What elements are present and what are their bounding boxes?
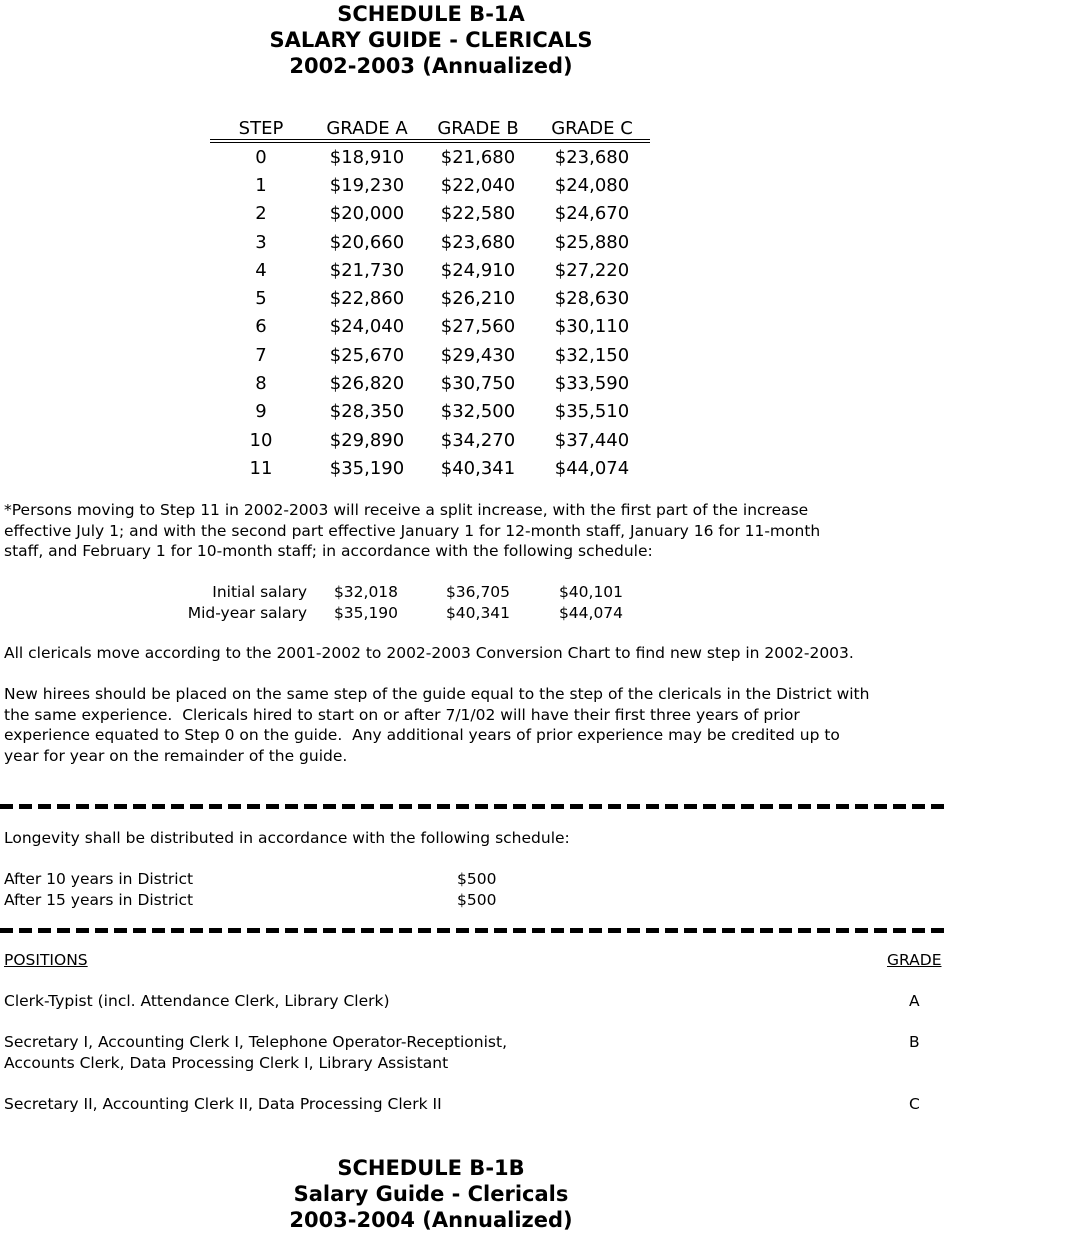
table-row <box>210 341 650 369</box>
salary-cell: $20,660 <box>329 231 405 253</box>
salary-cell: $32,500 <box>440 401 516 423</box>
salary-cell: $24,910 <box>440 259 516 281</box>
table-row <box>210 426 650 454</box>
schedule-b-year: 2003-2004 (Annualized) <box>289 1208 573 1232</box>
salary-cell: $33,590 <box>554 373 630 395</box>
salary-cell: $37,440 <box>554 429 630 451</box>
salary-cell: $23,680 <box>440 231 516 253</box>
position-grade: C <box>909 1095 920 1113</box>
table-row <box>210 228 650 256</box>
position-title: Secretary I, Accounting Clerk I, Telephone Operator-Receptionist, <box>4 1033 507 1051</box>
salary-table-header <box>210 113 650 139</box>
schedule-a-heading <box>0 1 862 79</box>
step-cell: 1 <box>255 174 267 196</box>
position-title: Secretary II, Accounting Clerk II, Data Processing Clerk II <box>4 1095 442 1113</box>
salary-cell: $29,890 <box>329 429 405 451</box>
salary-cell: $21,730 <box>329 259 405 281</box>
position-title: Accounts Clerk, Data Processing Clerk I, Library Assistant <box>4 1053 449 1072</box>
conversion-note: All clericals move according to the 2001-2002 to 2002-2003 Conversion Chart to find new step in 2002-2003. <box>4 644 854 662</box>
table-row <box>210 369 650 397</box>
salary-cell: $22,040 <box>440 174 516 196</box>
salary-cell: $29,430 <box>440 344 516 366</box>
salary-cell: $30,750 <box>440 373 516 395</box>
salary-cell: $34,270 <box>440 429 516 451</box>
schedule-b-title: SCHEDULE B-1B <box>337 1156 525 1180</box>
table-row <box>210 200 650 228</box>
step-cell: 3 <box>255 231 267 253</box>
split-grade-c: $40,101 <box>558 583 624 601</box>
split-label: Initial salary <box>212 583 307 601</box>
salary-cell: $35,190 <box>329 457 405 479</box>
table-row <box>210 143 650 171</box>
salary-cell: $27,560 <box>440 316 516 338</box>
salary-cell: $21,680 <box>440 146 516 168</box>
step-cell: 6 <box>255 316 267 338</box>
header-step: STEP <box>238 118 284 139</box>
salary-cell: $20,000 <box>329 203 405 225</box>
salary-cell: $44,074 <box>554 457 630 479</box>
salary-cell: $24,040 <box>329 316 405 338</box>
split-grade-a: $32,018 <box>333 583 399 601</box>
step-cell: 7 <box>255 344 267 366</box>
salary-table <box>210 113 650 483</box>
schedule-a-title: SCHEDULE B-1A <box>337 2 525 26</box>
longevity-intro: Longevity shall be distributed in accordance with the following schedule: <box>4 829 570 847</box>
table-row <box>210 454 650 482</box>
grade-header: GRADE <box>887 951 942 969</box>
split-grade-b: $36,705 <box>445 583 511 601</box>
longevity-label: After 15 years in District <box>4 890 194 909</box>
header-grade-b: GRADE B <box>437 118 519 139</box>
table-row <box>210 284 650 312</box>
schedule-a-year: 2002-2003 (Annualized) <box>289 54 573 78</box>
position-grade: A <box>909 992 920 1010</box>
salary-cell: $26,210 <box>440 288 516 310</box>
positions-header: POSITIONS <box>4 951 88 969</box>
split-label: Mid-year salary <box>187 603 307 622</box>
table-row <box>210 171 650 199</box>
salary-cell: $40,341 <box>440 457 516 479</box>
salary-cell: $28,350 <box>329 401 405 423</box>
table-row <box>210 256 650 284</box>
split-grade-a: $35,190 <box>333 603 399 622</box>
salary-cell: $24,670 <box>554 203 630 225</box>
longevity-amount: $500 <box>457 870 497 888</box>
salary-cell: $23,680 <box>554 146 630 168</box>
salary-cell: $28,630 <box>554 288 630 310</box>
salary-cell: $25,880 <box>554 231 630 253</box>
dashed-divider <box>0 804 948 809</box>
salary-cell: $19,230 <box>329 174 405 196</box>
step-cell: 4 <box>255 259 267 281</box>
table-row <box>210 313 650 341</box>
table-row <box>210 398 650 426</box>
split-grade-b: $40,341 <box>445 603 511 622</box>
position-title: Clerk-Typist (incl. Attendance Clerk, Library Clerk) <box>4 992 390 1010</box>
longevity-label: After 10 years in District <box>4 870 194 888</box>
salary-cell: $30,110 <box>554 316 630 338</box>
split-increase-note: *Persons moving to Step 11 in 2002-2003 will receive a split increase, with the first part of the increase effective July 1; and with the second part effective January 1 for 12-month staff, January 16 for 11-month staff, and February 1 for 10-month staff; in accordance with the following schedule: <box>4 501 821 561</box>
step-cell: 0 <box>255 146 267 168</box>
step-cell: 9 <box>255 401 267 423</box>
salary-cell: $32,150 <box>554 344 630 366</box>
salary-cell: $35,510 <box>554 401 630 423</box>
new-hirees-note: New hirees should be placed on the same step of the guide equal to the step of the clericals in the District with the same experience. Clericals hired to start on or after 7/1/02 will have their first three years of prior experience equated to Step 0 on the guide. Any additional years of prior experience may be credited up to year for year on the remainder of the guide. <box>4 685 870 765</box>
step-cell: 11 <box>249 457 273 479</box>
salary-cell: $22,860 <box>329 288 405 310</box>
split-grade-c: $44,074 <box>558 603 624 622</box>
step-cell: 2 <box>255 203 267 225</box>
salary-cell: $24,080 <box>554 174 630 196</box>
header-grade-a: GRADE A <box>326 118 408 139</box>
schedule-a-subtitle: SALARY GUIDE - CLERICALS <box>269 28 593 52</box>
salary-cell: $27,220 <box>554 259 630 281</box>
salary-cell: $18,910 <box>329 146 405 168</box>
schedule-b-subtitle: Salary Guide - Clericals <box>293 1182 569 1206</box>
step-cell: 8 <box>255 373 267 395</box>
step-cell: 5 <box>255 288 267 310</box>
schedule-b-heading <box>0 1155 862 1233</box>
longevity-amount: $500 <box>457 890 497 909</box>
dashed-divider <box>0 928 948 933</box>
header-grade-c: GRADE C <box>551 118 633 139</box>
position-grade: B <box>909 1033 920 1051</box>
salary-table-body <box>210 143 650 483</box>
salary-cell: $26,820 <box>329 373 405 395</box>
step-cell: 10 <box>249 429 273 451</box>
salary-cell: $22,580 <box>440 203 516 225</box>
salary-cell: $25,670 <box>329 344 405 366</box>
